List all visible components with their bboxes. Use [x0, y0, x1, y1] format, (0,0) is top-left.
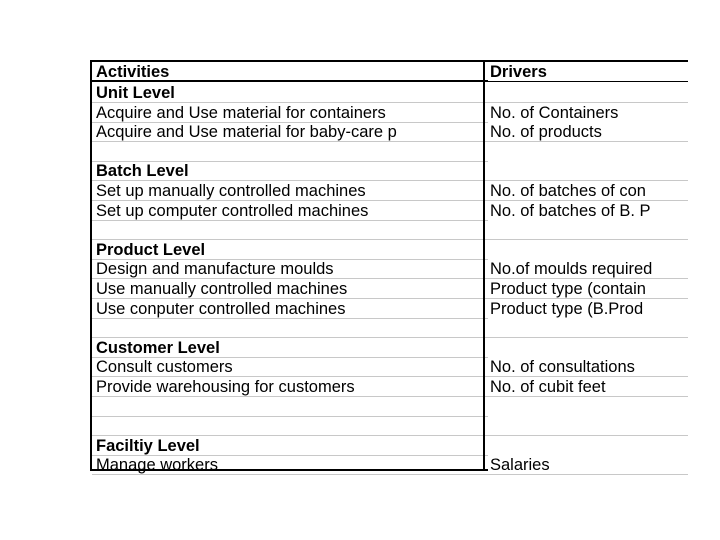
table-row — [92, 220, 692, 240]
table-row — [92, 299, 692, 319]
table-row — [92, 377, 692, 397]
table-header-row — [92, 62, 692, 82]
driver-cell — [488, 83, 696, 102]
driver-cell: No. of cubit feet — [488, 377, 696, 396]
column-divider — [483, 62, 485, 471]
driver-cell: No. of batches of con — [488, 181, 696, 200]
activities-header: Activities — [96, 63, 170, 81]
activity-cell: Use manually controlled machines — [96, 280, 348, 298]
section-heading: Product Level — [96, 240, 206, 259]
drivers-header: Drivers — [488, 62, 696, 81]
table-row — [92, 397, 692, 417]
table-row — [92, 161, 692, 181]
table-row — [92, 259, 692, 279]
driver-cell — [488, 240, 696, 259]
table-row — [92, 279, 692, 299]
driver-cell — [488, 436, 696, 455]
table-row — [92, 103, 692, 123]
driver-cell: No. of consultations — [488, 357, 696, 376]
activity-cell: Use conputer controlled machines — [96, 299, 346, 318]
table-row — [92, 201, 692, 221]
table-row — [92, 318, 692, 338]
driver-cell — [488, 416, 696, 435]
driver-cell: Salaries — [488, 455, 696, 474]
driver-cell: Product type (B.Prod — [488, 299, 696, 318]
driver-cell — [488, 161, 696, 180]
table-row — [92, 338, 692, 358]
activity-cell: Acquire and Use material for containers — [96, 103, 386, 122]
driver-cell: No. of batches of B. P — [488, 201, 696, 220]
driver-cell: No. of products — [488, 122, 696, 141]
activity-cell: Consult customers — [96, 358, 233, 377]
table-row — [92, 455, 692, 475]
activity-cell: Acquire and Use material for baby-care p — [96, 123, 397, 142]
section-heading: Unit Level — [96, 84, 175, 102]
table-row — [92, 357, 692, 377]
section-heading: Faciltiy Level — [96, 436, 200, 455]
driver-cell: Product type (contain — [488, 279, 696, 298]
table-row — [92, 416, 692, 436]
table-row — [92, 240, 692, 260]
activity-cell: Manage workers — [96, 456, 218, 475]
table-row — [92, 83, 692, 103]
driver-cell — [488, 318, 696, 337]
activity-cell: Set up manually controlled machines — [96, 182, 366, 200]
table-row — [92, 122, 692, 142]
section-heading: Batch Level — [96, 162, 189, 181]
activity-cell: Provide warehousing for customers — [96, 378, 355, 396]
activities-drivers-table — [90, 60, 688, 475]
driver-cell — [488, 142, 696, 161]
driver-cell: No.of moulds required — [488, 259, 696, 278]
driver-cell — [488, 338, 696, 357]
activity-cell: Set up computer controlled machines — [96, 201, 369, 220]
table-row — [92, 181, 692, 201]
activity-cell: Design and manufacture moulds — [96, 260, 334, 279]
driver-cell — [488, 397, 696, 416]
table-row — [92, 436, 692, 456]
section-heading: Customer Level — [96, 338, 220, 357]
driver-cell — [488, 220, 696, 239]
table-row — [92, 142, 692, 162]
driver-cell: No. of Containers — [488, 103, 696, 122]
